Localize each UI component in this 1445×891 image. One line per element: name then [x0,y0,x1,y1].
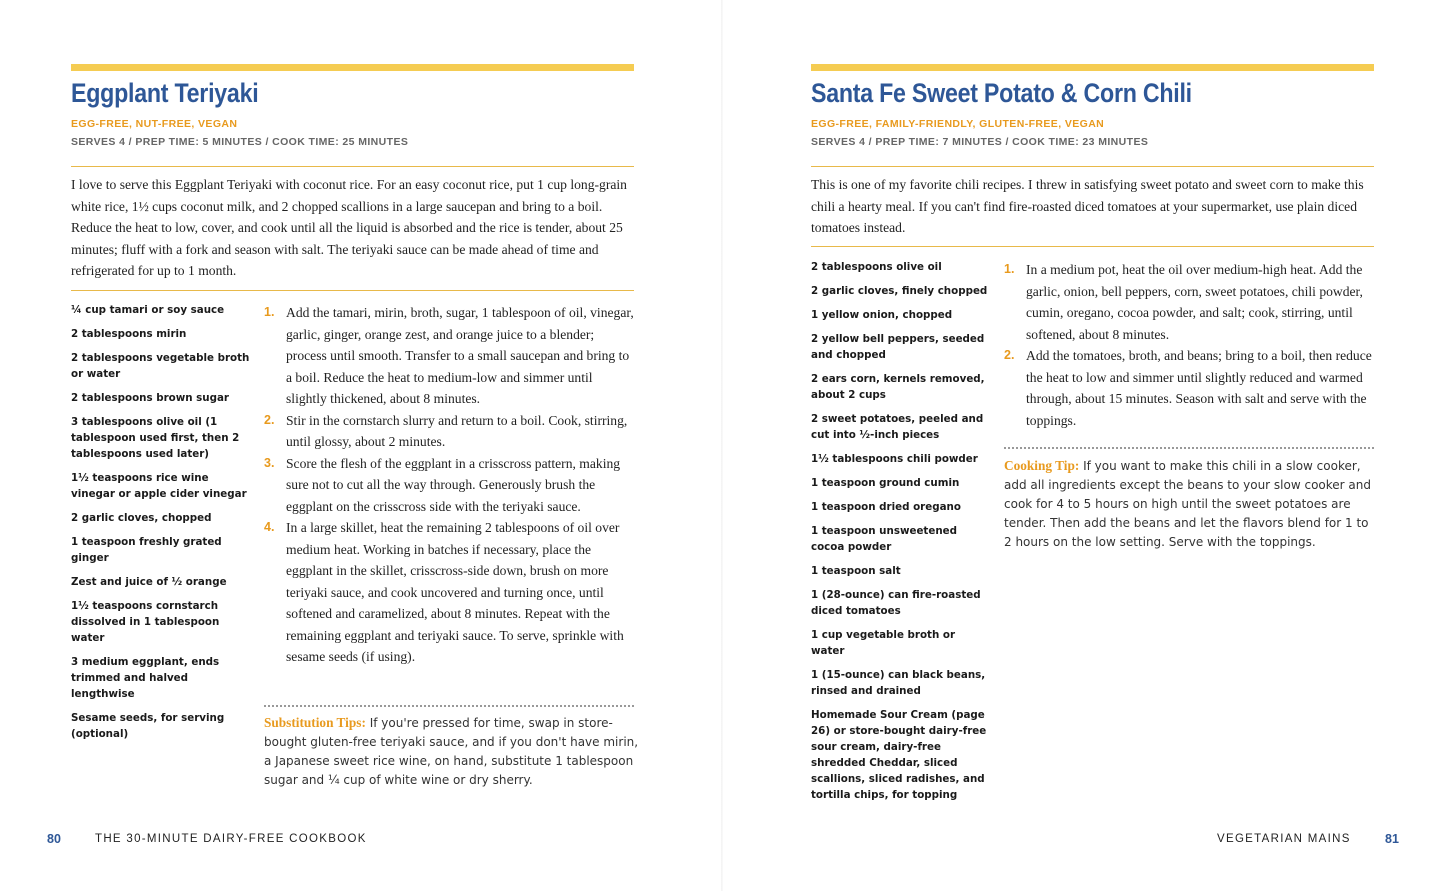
title-accent-bar [811,64,1374,71]
step-item [264,453,636,518]
step-item [1004,259,1376,345]
tip-label: Substitution Tips: [264,715,366,730]
ingredient-item: Zest and juice of ½ orange [71,576,227,588]
ingredient-item: 2 tablespoons olive oil [811,261,942,273]
step-text: Stir in the cornstarch slurry and return to a boil. Cook, stirring, until glossy, about 2 minutes. [286,412,628,449]
step-number: 2. [264,412,275,427]
step-item [264,410,636,453]
step-text: Add the tamari, mirin, broth, sugar, 1 tablespoon of oil, vinegar, garlic, ginger, orange zest, and orange juice to a blender; process until smooth. Transfer to a small saucepan and bring to a boil. Reduce the heat to medium-low and simmer until slightly thickened, about 8 minutes. [286,305,634,406]
recipe-meta: SERVES 4 / PREP TIME: 5 MINUTES / COOK TIME: 25 MINUTES [71,136,409,148]
substitution-tip [264,713,639,790]
ingredient-item: 1 teaspoon dried oregano [811,501,961,513]
ingredient-item: 2 ears corn, kernels removed, about 2 cups [811,373,985,401]
ingredient-item: 2 garlic cloves, finely chopped [811,285,988,297]
ingredients-list [811,259,991,811]
cooking-tip [1004,456,1378,552]
recipe-title: Eggplant Teriyaki [71,78,259,108]
ingredient-item: 3 tablespoons olive oil (1 tablespoon used first, then 2 tablespoons used later) [71,416,240,460]
tip-divider [264,705,634,707]
step-text: In a medium pot, heat the oil over medium-high heat. Add the garlic, onion, bell peppers, corn, sweet potatoes, chili powder, cumin, oregano, cocoa powder, and salt; cook, stirring, until softened, about 8 minutes. [1026,262,1363,342]
ingredient-item: ¼ cup tamari or soy sauce [71,304,225,316]
ingredient-item: 1 (15-ounce) can black beans, rinsed and drained [811,669,986,697]
tip-text: If you're pressed for time, swap in store-bought gluten-free teriyaki sauce, and if you don't have mirin, a Japanese sweet rice wine, on hand, substitute 1 tablespoon sugar and ¼ cup of white wine or dry sherry. [264,716,639,787]
step-number: 2. [1004,348,1015,362]
step-number: 1. [1004,262,1015,276]
step-text: In a large skillet, heat the remaining 2 tablespoons of oil over medium heat. Working in batches if necessary, place the eggplant in the skillet, crisscross-side down, brush on more teriyaki sauce, and cook uncovered and turning once, until softened and caramelized, about 8 minutes. Repeat with the remaining eggplant and teriyaki sauce. To serve, sprinkle with sesame seeds (if using). [286,520,624,664]
step-text: Score the flesh of the eggplant in a crisscross pattern, making sure not to cut all the way through. Generously brush the eggplant on the crisscross side with the teriyaki sauce. [286,455,621,514]
running-head: THE 30-MINUTE DAIRY-FREE COOKBOOK [95,833,367,845]
recipe-title: Santa Fe Sweet Potato & Corn Chili [811,78,1192,108]
ingredient-item: Homemade Sour Cream (page 26) or store-bought dairy-free sour cream, dairy-free shredded Cheddar, sliced scallions, sliced radishes, and tortilla chips, for topping [811,709,987,801]
steps-list [264,302,636,668]
ingredients-list [71,302,251,750]
ingredient-item: 2 yellow bell peppers, seeded and chopped [811,333,985,361]
recipe-intro: I love to serve this Eggplant Teriyaki with coconut rice. For an easy coconut rice, put 1 cup long-grain white rice, 1½ cups coconut milk, and 2 chopped scallions in a large saucepan and bring to a boil. Reduce the heat to low, cover, and cook until all the liquid is absorbed and the rice is tender, about 25 minutes; fluff with a fork and season with salt. The teriyaki sauce can be made ahead of time and refrigerated for up to 1 month. [71,177,627,278]
ingredient-item: 1 teaspoon freshly grated ginger [71,536,222,564]
ingredient-item: 1 teaspoon salt [811,565,901,577]
ingredient-item: 2 tablespoons brown sugar [71,392,230,404]
tip-text: If you want to make this chili in a slow cooker, add all ingredients except the beans to your slow cooker and cook for 4 to 5 hours on high until the sweet potatoes are tender. Then add the beans and let the flavors blend for 1 to 2 hours on the low setting. Serve with the toppings. [1004,459,1371,549]
ingredient-item: 1½ tablespoons chili powder [811,453,978,465]
step-text: Add the tomatoes, broth, and beans; bring to a boil, then reduce the heat to low and simmer until slightly reduced and warmed through, about 15 minutes. Season with salt and serve with the toppings. [1026,348,1372,428]
diet-tags: EGG-FREE, FAMILY-FRIENDLY, GLUTEN-FREE, VEGAN [811,118,1105,130]
recipe-meta: SERVES 4 / PREP TIME: 7 MINUTES / COOK TIME: 23 MINUTES [811,136,1149,148]
running-head: VEGETARIAN MAINS [1217,833,1351,845]
ingredient-item: 2 tablespoons vegetable broth or water [71,352,250,380]
ingredient-item: 2 garlic cloves, chopped [71,512,212,524]
tip-label: Cooking Tip: [1004,458,1080,473]
recipe-intro: This is one of my favorite chili recipes. I threw in satisfying sweet potato and sweet corn to make this chili a hearty meal. If you can't find fire-roasted diced tomatoes at your supermarket, use plain diced tomatoes instead. [811,177,1364,235]
ingredient-item: 1 cup vegetable broth or water [811,629,956,657]
diet-tags: EGG-FREE, NUT-FREE, VEGAN [71,118,238,130]
ingredient-item: 2 tablespoons mirin [71,328,187,340]
page-number: 80 [47,832,61,846]
page-number: 81 [1385,832,1399,846]
header-rule [71,166,634,167]
ingredient-item: 1 (28-ounce) can fire-roasted diced tomatoes [811,589,981,617]
ingredient-item: 1½ teaspoons cornstarch dissolved in 1 tablespoon water [71,600,220,644]
ingredient-item: 3 medium eggplant, ends trimmed and halved lengthwise [71,656,220,700]
ingredient-item: 1 teaspoon ground cumin [811,477,960,489]
steps-list [1004,259,1376,431]
ingredient-item: 1½ teaspoons rice wine vinegar or apple cider vinegar [71,472,247,500]
tip-divider [1004,447,1374,449]
ingredient-item: 1 teaspoon unsweetened cocoa powder [811,525,958,553]
intro-rule [811,246,1374,247]
step-number: 1. [264,305,275,319]
right-page [722,0,1445,891]
left-page [0,0,722,891]
ingredient-item: 2 sweet potatoes, peeled and cut into ½-inch pieces [811,413,984,441]
title-accent-bar [71,64,634,71]
header-rule [811,166,1374,167]
step-number: 3. [264,455,275,470]
intro-rule [71,290,634,291]
ingredient-item: 1 yellow onion, chopped [811,309,953,321]
step-item [264,302,636,410]
step-item [264,517,636,668]
step-number: 4. [264,520,275,534]
ingredient-item: Sesame seeds, for serving (optional) [71,712,225,740]
step-item [1004,345,1376,431]
